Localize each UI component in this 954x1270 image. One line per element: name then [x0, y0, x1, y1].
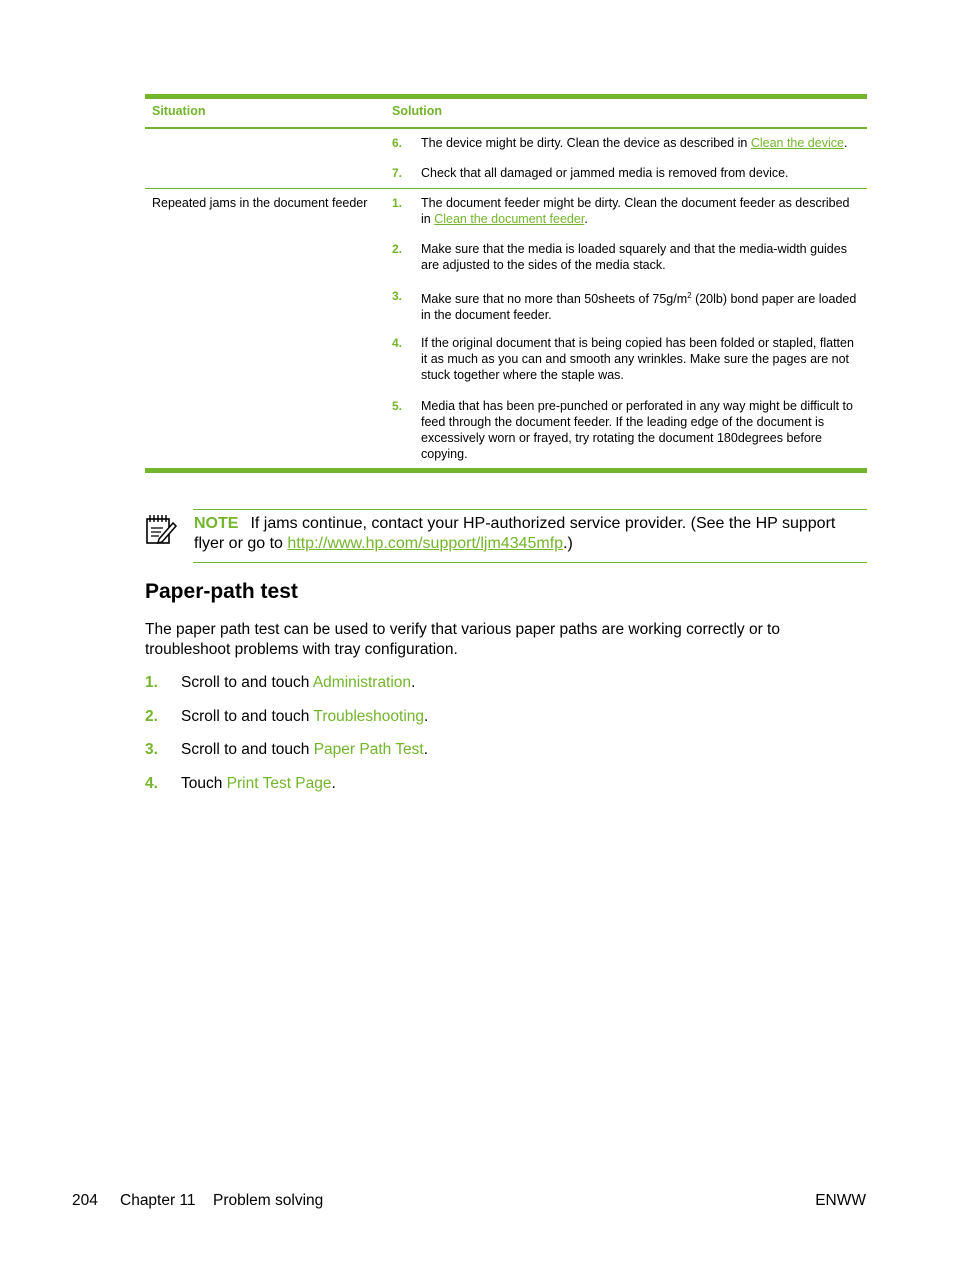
menu-item-paper-path-test: Paper Path Test [313, 741, 424, 758]
chapter-label: Chapter 11 [120, 1192, 196, 1209]
menu-item-print-test-page: Print Test Page [226, 775, 332, 792]
item-number: 3. [392, 289, 403, 303]
solution-item: Make sure that the media is loaded squarely and that the media-width guides are adjusted to the sides of the media stack. [421, 242, 847, 272]
step-text: Scroll to and touch Administration. [181, 674, 416, 691]
note-top-rule [193, 509, 867, 510]
solution-item: If the original document that is being copied has been folded or stapled, flatten it as much as you can and smooth any wrinkles. Make sure the pages are not stuck together where the staple was. [421, 336, 854, 382]
table-bottom-bar [145, 468, 867, 473]
note-bottom-rule [193, 562, 867, 563]
menu-item-administration: Administration [312, 674, 412, 691]
hp-support-link[interactable]: http://www.hp.com/support/ljm4345mfp [287, 535, 564, 552]
footer-right-label: ENWW [815, 1192, 866, 1209]
step-text: Touch Print Test Page. [181, 775, 336, 792]
note-label: NOTE [194, 515, 239, 532]
solution-item: Media that has been pre-punched or perforated in any way might be difficult to feed through the document feeder. If the leading edge of the document is excessively worn or frayed, try rotating the document 180degrees before copying. [421, 399, 853, 461]
item-number: 1. [392, 196, 403, 210]
step-number: 2. [145, 708, 158, 725]
step-text: Scroll to and touch Troubleshooting. [181, 708, 429, 725]
step-number: 4. [145, 775, 158, 792]
header-solution: Solution [392, 104, 442, 118]
item-number: 4. [392, 336, 403, 350]
note-icon [145, 513, 179, 547]
step-text: Scroll to and touch Paper Path Test. [181, 741, 429, 758]
item-number: 5. [392, 399, 403, 413]
item-number: 2. [392, 242, 403, 256]
table-top-bar [145, 94, 867, 99]
step-number: 3. [145, 741, 158, 758]
solution-item: Check that all damaged or jammed media is removed from device. [421, 166, 789, 180]
menu-item-troubleshooting: Troubleshooting [313, 708, 425, 725]
solution-item: Make sure that no more than 50sheets of $75g/m^2$ (20lb) bond paper are loaded in the document feeder. [421, 291, 857, 323]
section-title: Paper-path test [145, 580, 298, 603]
step-number: 1. [145, 674, 158, 691]
clean-document-feeder-link[interactable]: Clean the document feeder [434, 212, 585, 226]
header-rule [145, 127, 867, 129]
clean-device-link[interactable]: Clean the device [750, 136, 844, 150]
item-number: 6. [392, 136, 403, 150]
page-number: 204 [72, 1192, 98, 1209]
solution-item: The document feeder might be dirty. Clean the document feeder as described in Clean the document feeder. [421, 196, 850, 226]
header-situation: Situation [152, 104, 206, 118]
chapter-title: Problem solving [213, 1192, 324, 1209]
section-intro: The paper path test can be used to verify that various paper paths are working correctly or to troubleshoot problems with tray configuration. [145, 621, 780, 658]
row-divider [145, 188, 867, 189]
solution-item: The device might be dirty. Clean the device as described in Clean the device. [421, 136, 848, 150]
situation-cell: Repeated jams in the document feeder [152, 196, 368, 210]
note-text: NOTE If jams continue, contact your HP-authorized service provider. (See the HP support flyer or go to http://www.hp.com/support/ljm4345mfp.) [194, 515, 836, 552]
item-number: 7. [392, 166, 403, 180]
